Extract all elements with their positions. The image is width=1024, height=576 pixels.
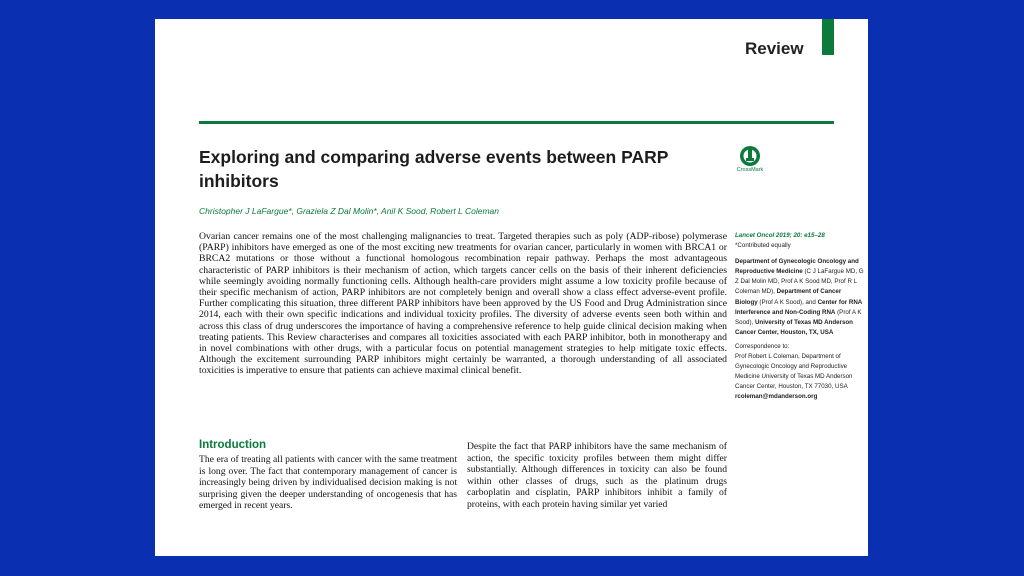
- crossmark-icon: [739, 145, 761, 167]
- affiliation-name: University of Texas MD Anderson Cancer Center, Houston, TX, USA: [735, 318, 853, 336]
- affiliation-people: (Prof A K Sood),: [735, 308, 862, 326]
- crossmark-label: CrossMark: [736, 167, 764, 173]
- correspondence-label: Correspondence to:: [735, 342, 790, 350]
- header-rule: [199, 121, 834, 124]
- citation[interactable]: Lancet Oncol 2019; 20: e15–28: [735, 232, 825, 239]
- affiliation-block: [735, 257, 865, 338]
- correspondence-address: Prof Robert L Coleman, Department of Gynecologic Oncology and Reproductive Medicine University of Texas MD Anderson Cancer Center, Houston, TX 77030, USA: [735, 353, 853, 391]
- abstract: Ovarian cancer remains one of the most challenging malignancies to treat. Targeted therapies such as poly (ADP-ribose) polymerase (PARP) inhibitors have emerged as one of the most exciting new treatments for ovarian cancer, particularly in women with BRCA1 or BRCA2 mutations or those without a functional homologous recombination repair pathway. Perhaps the most advantageous characteristic of PARP inhibitors is their mechanism of action, which targets cancer cells on the basis of their inherent deficiencies while seemingly avoiding normally functioning cells. Although health-care providers might assume a low toxicity profile because of their specific mechanism of action, PARP inhibitors are not completely benign and overall show a class effect adverse-event profile. Further complicating this situation, three different PARP inhibitors have been approved by the US Food and Drug Administration since 2014, each with their own specific indications and individual toxicity profiles. The diversity of adverse events seen both within and across this class of drug underscores the importance of having a comprehensive reference to help guide clinical decision making when treating patients. This Review characterises and compares all toxicities associated with each PARP inhibitor, both in monotherapy and in novel combinations with other drugs, with a particular focus on potential management strategies to help mitigate toxic effects. Although the excitement surrounding PARP inhibitors might certainly be warranted, a thorough understanding of all associated toxicities is imperative to ensure that patients can achieve maximal clinical benefit.: [199, 231, 727, 377]
- intro-column-2: Despite the fact that PARP inhibitors have the same mechanism of action, the specific toxicity profiles between them might differ substantially. Although differences in toxicity can also be found within other classes of drugs, such as the platinum drugs carboplatin and cisplatin, PARP inhibitors inhibit a family of proteins, with each protein having similar yet varied: [467, 441, 727, 510]
- affiliation-name: Department of Gynecologic Oncology and Reproductive Medicine: [735, 258, 859, 276]
- correspondence-email[interactable]: rcoleman@mdanderson.org: [735, 393, 818, 401]
- affiliation-people: (C J LaFargue MD, G Z Dal Molin MD, Prof A K Sood MD, Prof R L Coleman MD),: [735, 268, 864, 296]
- crossmark-badge[interactable]: [735, 145, 765, 173]
- affiliation-name: Center for RNA Interference and Non-Coding RNA: [735, 298, 863, 316]
- section-label: Review: [745, 39, 804, 58]
- intro-column-1: The era of treating all patients with cancer with the same treatment is long over. The fact that contemporary management of cancer is increasingly being driven by individualised decision making is not surprising given the deeper understanding of oncogenesis that has emerged in recent years.: [199, 454, 457, 512]
- introduction-heading: Introduction: [199, 439, 267, 451]
- author-list: Christopher J LaFargue*, Graziela Z Dal Molin*, Anil K Sood, Robert L Coleman: [199, 206, 500, 216]
- section-tab-marker: [822, 19, 834, 55]
- affiliation-name: Department of Cancer Biology: [735, 288, 842, 306]
- affiliation-people: (Prof A K Sood), and: [759, 298, 816, 306]
- correspondence-block: [735, 342, 865, 403]
- article-title: Exploring and comparing adverse events between PARP inhibitors: [199, 147, 669, 191]
- article-page: [155, 19, 868, 556]
- contributed-note: *Contributed equally: [735, 242, 791, 250]
- article-sidebar: [735, 231, 865, 403]
